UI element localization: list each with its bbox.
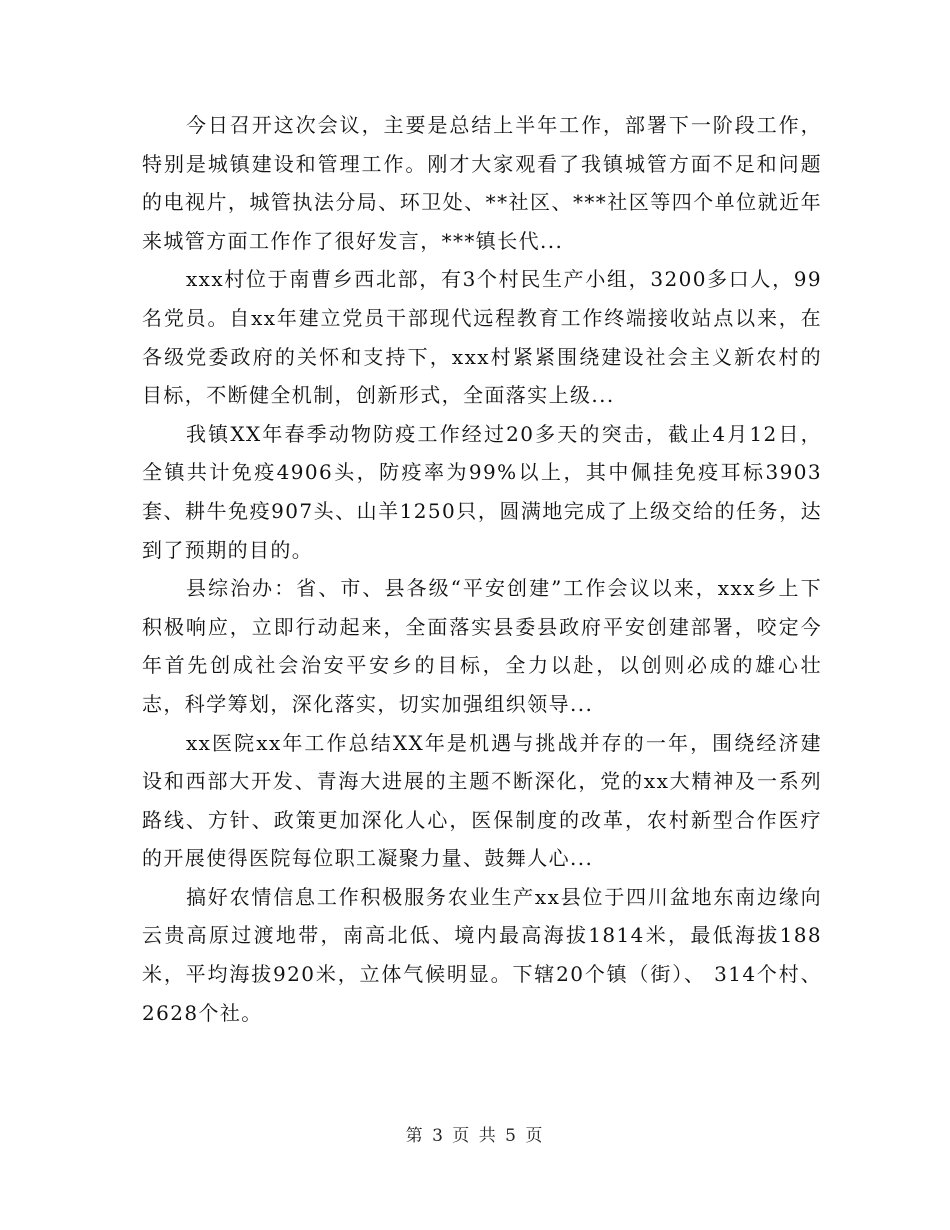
paragraph-hospital-summary: xx医院xx年工作总结XX年是机遇与挑战并存的一年，围绕经济建设和西部大开发、青海大进展的主题不断深化，党的xx大精神及一系列路线、方针、政策更加深化人心，医保制度的改革，农村新型合作医疗的开展使得医院每位职工凝聚力量、鼓舞人心... [142, 730, 822, 871]
page-number-footer: 第 3 页 共 5 页 [405, 1126, 545, 1146]
paragraph-animal-epidemic-prevention: 我镇XX年春季动物防疫工作经过20多天的突击，截止4月12日，全镇共计免疫4906头，防疫率为99%以上，其中佩挂免疫耳标3903套、耕牛免疫907头、山羊1250只，圆满地完成了上级交给的任务，达到了预期的目的。 [142, 421, 822, 562]
paragraph-meeting-summary: 今日召开这次会议，主要是总结上半年工作，部署下一阶段工作，特别是城镇建设和管理工作。刚才大家观看了我镇城管方面不足和问题的电视片，城管执法分局、环卫处、**社区、***社区等四个单位就近年来城管方面工作作了很好发言，***镇长代... [142, 113, 822, 253]
paragraph-agriculture-info: 搞好农情信息工作积极服务农业生产xx县位于四川盆地东南边缘向云贵高原过渡地带，南高北低、境内最高海拔1814米，最低海拔188米，平均海拔920米，立体气候明显。下辖20个镇（街）、 314个村、2628个社。 [142, 884, 822, 1025]
paragraph-village-education: xxx村位于南曹乡西北部，有3个村民生产小组，3200多口人，99名党员。自xx年建立党员干部现代远程教育工作终端接收站点以来，在各级党委政府的关怀和支持下，xxx村紧紧围绕建设社会主义新农村的目标，不断健全机制，创新形式，全面落实上级... [142, 267, 822, 408]
document-body [142, 106, 822, 1032]
paragraph-safety-creation: 县综治办：省、市、县各级“平安创建”工作会议以来，xxx乡上下积极响应，立即行动起来，全面落实县委县政府平安创建部署，咬定今年首先创成社会治安平安乡的目标，全力以赴，以创则必成的雄心壮志，科学筹划，深化落实，切实加强组织领导... [142, 576, 822, 716]
